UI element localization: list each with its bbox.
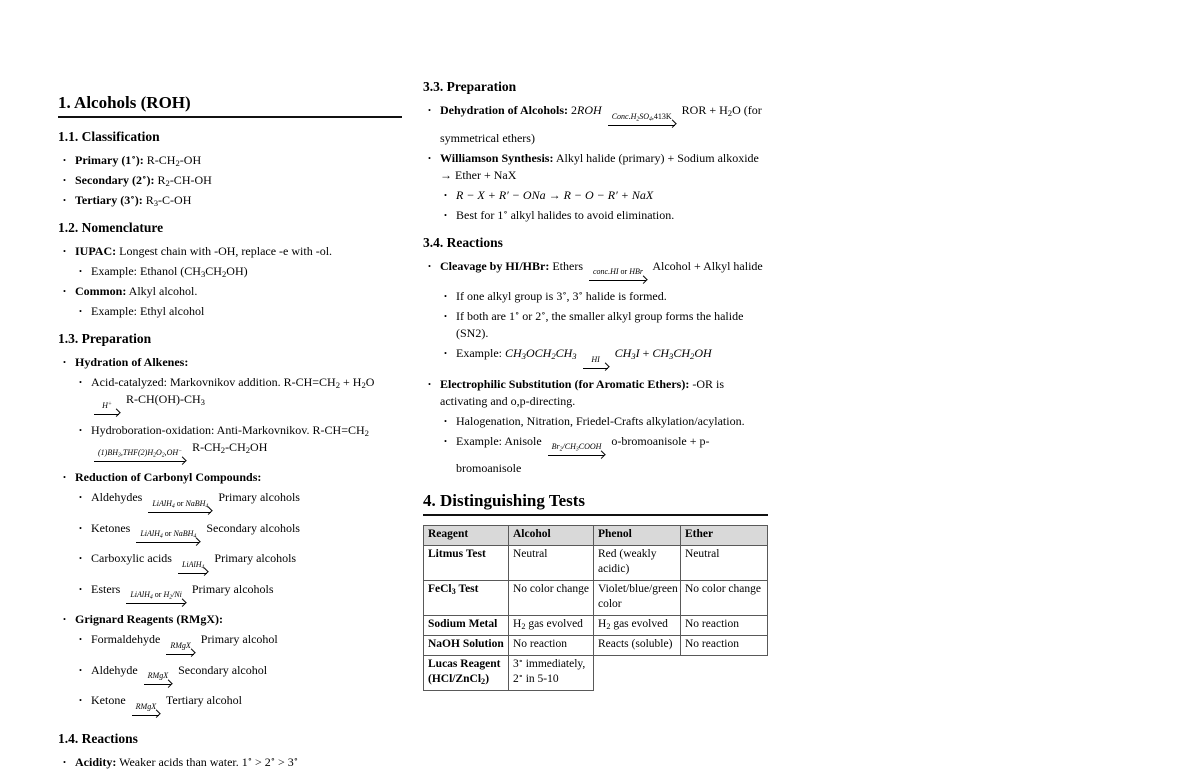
table-row bbox=[424, 581, 768, 616]
subsection-heading: 3.4. Reactions bbox=[423, 234, 503, 250]
list-item-text: Best for 1∘ alkyl halides to avoid elimination. bbox=[456, 206, 675, 222]
bullet-icon: • bbox=[428, 152, 431, 163]
list-item bbox=[58, 303, 402, 320]
bullet-icon: • bbox=[428, 105, 431, 115]
bullet-icon: • bbox=[444, 415, 447, 426]
list-item-text: Cleavage by HI/HBr: Ethers conc.HI or HBr Alcohol + Alkyl halide bbox=[440, 258, 768, 286]
list-item-text: Williamson Synthesis: Alkyl halide (primary) + Sodium alkoxide → Ether + NaX bbox=[440, 150, 759, 182]
list-item bbox=[58, 152, 402, 169]
bullet-icon: • bbox=[63, 175, 66, 185]
list-item-text: Example: $CH_3OCH_2CH_3$ HI $CH_3I + CH_3CH_2OH$ bbox=[456, 345, 768, 373]
list-item-text: IUPAC: Longest chain with -OH, replace -e with -ol. bbox=[75, 244, 333, 258]
list-item bbox=[423, 433, 768, 478]
reaction-condition-label: RMgX bbox=[135, 701, 157, 711]
table-header-row bbox=[424, 526, 768, 546]
bullet-icon: • bbox=[428, 260, 431, 271]
reaction-arrow bbox=[132, 702, 160, 720]
list-item-text: Example: Ethyl alcohol bbox=[91, 304, 205, 318]
reaction-arrow bbox=[548, 442, 606, 460]
reaction-arrow bbox=[583, 355, 609, 373]
right-arrow-icon bbox=[126, 599, 186, 608]
section-heading: 1. Alcohols (ROH) bbox=[58, 93, 191, 112]
right-arrow-icon bbox=[94, 457, 186, 466]
heading-rule bbox=[58, 116, 402, 118]
table-header-cell: Phenol bbox=[594, 526, 681, 546]
right-arrow-icon bbox=[583, 364, 609, 373]
list-item bbox=[58, 469, 402, 486]
list-item bbox=[423, 207, 768, 224]
reaction-arrow bbox=[136, 529, 200, 547]
reaction-condition-label: LiAlH$_4$ or NaBH$_4$ bbox=[152, 498, 209, 509]
table-cell: Sodium Metal bbox=[424, 616, 509, 636]
table-cell: Litmus Test bbox=[424, 546, 509, 581]
list-item bbox=[58, 354, 402, 371]
bullet-icon: • bbox=[79, 424, 82, 435]
reaction-arrow bbox=[178, 560, 208, 578]
list-item bbox=[423, 413, 768, 430]
table-header-cell: Ether bbox=[681, 526, 768, 546]
table-cell: Violet/blue/green color bbox=[594, 581, 681, 616]
reaction-arrow bbox=[94, 448, 186, 466]
list-item bbox=[423, 150, 768, 184]
distinguishing-tests-table bbox=[423, 525, 768, 691]
right-arrow-icon bbox=[178, 569, 208, 578]
right-arrow-icon bbox=[148, 508, 212, 517]
bullet-icon: • bbox=[79, 583, 82, 594]
list-item bbox=[58, 192, 402, 209]
bullet-icon: • bbox=[79, 266, 82, 276]
bullet-icon: • bbox=[79, 664, 82, 675]
list-item bbox=[58, 520, 402, 548]
table-cell: Lucas Reagent (HCl/ZnCl$_2$) bbox=[424, 656, 509, 691]
bullet-icon: • bbox=[79, 492, 82, 502]
bullet-icon: • bbox=[79, 377, 82, 387]
bullet-icon: • bbox=[63, 246, 66, 256]
list-item bbox=[58, 374, 402, 419]
bullet-icon: • bbox=[444, 435, 447, 446]
list-item-text: Example: Ethanol $(CH_3CH_2OH)$ bbox=[91, 264, 248, 280]
list-item-text: Primary (1∘): $R-CH_2-OH$ bbox=[75, 152, 202, 169]
right-arrow-icon bbox=[144, 680, 172, 689]
list-item-text: Esters LiAlH$_4$ or $H_2/Ni$ Primary alcohols bbox=[91, 581, 402, 609]
list-item-text: Common: Alkyl alcohol. bbox=[75, 284, 198, 298]
list-item bbox=[58, 283, 402, 300]
list-item-text: Ketone RMgX Tertiary alcohol bbox=[91, 692, 402, 720]
table-cell: $H_2$ gas evolved bbox=[594, 616, 681, 636]
reaction-condition-label: conc.HI or HBr bbox=[592, 267, 643, 276]
table-header-cell: Alcohol bbox=[509, 526, 594, 546]
reaction-arrow bbox=[608, 112, 676, 130]
subsection-heading: 1.3. Preparation bbox=[58, 331, 152, 346]
list-item bbox=[423, 187, 768, 204]
right-arrow-icon bbox=[136, 538, 200, 547]
reaction-condition-label: HI bbox=[591, 354, 600, 364]
list-item bbox=[58, 631, 402, 659]
reaction-condition-label: $Br_2/CH_3COOH$ bbox=[551, 442, 602, 453]
list-item bbox=[58, 692, 402, 720]
list-item bbox=[58, 754, 402, 771]
list-item bbox=[423, 345, 768, 373]
right-arrow-icon bbox=[589, 276, 647, 285]
right-arrow-icon bbox=[548, 451, 606, 460]
list-item-text: Ketones LiAlH$_4$ or NaBH$_4$ Secondary alcohols bbox=[91, 520, 402, 548]
table-cell: Reacts (soluble) bbox=[594, 636, 681, 656]
reaction-condition-label: H+ bbox=[102, 400, 112, 410]
table-row bbox=[424, 546, 768, 581]
table-cell: 3∘ immediately, 2∘ in 5-10 bbox=[509, 656, 594, 691]
document-right-column bbox=[423, 79, 768, 691]
list-item-text: Aldehydes LiAlH$_4$ or NaBH$_4$ Primary alcohols bbox=[91, 489, 402, 517]
list-item bbox=[58, 263, 402, 280]
right-arrow-icon bbox=[94, 410, 120, 419]
subsection-heading: 1.4. Reactions bbox=[58, 730, 138, 746]
bullet-icon: • bbox=[79, 522, 82, 533]
list-item bbox=[58, 172, 402, 189]
list-item-text: Acidity: Weaker acids than water. 1∘ > 2∘ > 3∘ bbox=[75, 753, 299, 769]
list-item bbox=[58, 662, 402, 690]
heading-rule bbox=[423, 514, 768, 516]
list-item bbox=[423, 258, 768, 286]
subsection-heading: 1.1. Classification bbox=[58, 129, 160, 144]
table-cell: FeCl$_3$ Test bbox=[424, 581, 509, 616]
right-arrow-icon bbox=[608, 121, 676, 130]
bullet-icon: • bbox=[444, 348, 447, 358]
list-item-text: Reduction of Carbonyl Compounds: bbox=[75, 470, 262, 484]
subsection-heading: 3.3. Preparation bbox=[423, 79, 517, 94]
right-arrow-icon bbox=[132, 711, 160, 720]
table-cell: No reaction bbox=[681, 636, 768, 656]
bullet-icon: • bbox=[63, 357, 66, 367]
list-item bbox=[58, 422, 402, 467]
list-item-text: Carboxylic acids LiAlH$_4$ Primary alcohols bbox=[91, 550, 402, 578]
list-item-text: Aldehyde RMgX Secondary alcohol bbox=[91, 662, 402, 690]
list-item bbox=[423, 376, 768, 410]
section-heading: 4. Distinguishing Tests bbox=[423, 491, 586, 510]
reaction-arrow bbox=[148, 499, 212, 517]
list-item-text: If both are 1∘ or 2∘, the smaller alkyl group forms the halide (SN2). bbox=[456, 308, 744, 340]
table-cell: No reaction bbox=[681, 616, 768, 636]
list-item bbox=[58, 489, 402, 517]
bullet-icon: • bbox=[63, 614, 66, 624]
list-item-text: R − X + R′ − ONa → R − O − R′ + NaX bbox=[456, 187, 654, 202]
table-cell: Red (weakly acidic) bbox=[594, 546, 681, 581]
reaction-condition-label: $(1)BH_3,THF(2)H_2O_2,OH^-$ bbox=[98, 448, 183, 459]
bullet-icon: • bbox=[444, 291, 447, 301]
list-item-text: Formaldehyde RMgX Primary alcohol bbox=[91, 631, 402, 659]
table-row bbox=[424, 656, 768, 691]
right-arrow-icon bbox=[166, 650, 194, 659]
list-item-text: Tertiary (3∘): $R_3-C-OH$ bbox=[75, 192, 192, 209]
reaction-arrow bbox=[126, 590, 186, 608]
bullet-icon: • bbox=[428, 378, 431, 389]
list-item-text: Grignard Reagents (RMgX): bbox=[75, 612, 223, 626]
list-item bbox=[423, 308, 768, 342]
subsection-heading: 1.2. Nomenclature bbox=[58, 220, 164, 235]
bullet-icon: • bbox=[63, 155, 66, 165]
list-item bbox=[58, 581, 402, 609]
reaction-condition-label: RMgX bbox=[170, 640, 191, 650]
table-header-cell: Reagent bbox=[424, 526, 509, 546]
reaction-condition-label: LiAlH$_4$ or NaBH$_4$ bbox=[140, 529, 197, 540]
bullet-icon: • bbox=[79, 553, 82, 563]
bullet-icon: • bbox=[63, 756, 66, 767]
document-left-column bbox=[58, 93, 402, 774]
list-item bbox=[58, 611, 402, 628]
bullet-icon: • bbox=[63, 286, 66, 296]
list-item-text: Secondary (2∘): $R_2-CH-OH$ bbox=[75, 172, 212, 189]
reaction-arrow bbox=[94, 401, 120, 419]
list-item-text: Hydroboration-oxidation: Anti-Markovnikov. $R-CH=CH_2$ $(1)BH_3,THF(2)H_2O_2,OH^-$ $R-CH_2-CH_2OH$ bbox=[91, 422, 402, 467]
bullet-icon: • bbox=[79, 306, 82, 316]
bullet-icon: • bbox=[444, 209, 447, 220]
bullet-icon: • bbox=[444, 311, 447, 321]
table-cell: No color change bbox=[681, 581, 768, 616]
table-row bbox=[424, 636, 768, 656]
list-item-text: Acid-catalyzed: Markovnikov addition. $R-CH=CH_2 + H_2O$ H+ $R-CH(OH)-CH_3$ bbox=[91, 374, 402, 419]
bullet-icon: • bbox=[63, 195, 66, 205]
list-item-text: Example: Anisole $Br_2/CH_3COOH$ o-bromoanisole + p-bromoanisole bbox=[456, 433, 710, 475]
table-cell: NaOH Solution bbox=[424, 636, 509, 656]
reaction-arrow bbox=[589, 267, 647, 285]
bullet-icon: • bbox=[79, 695, 82, 705]
bullet-icon: • bbox=[79, 634, 82, 644]
list-item-text: Electrophilic Substitution (for Aromatic Ethers): -OR is activating and o,p-directing. bbox=[440, 376, 724, 408]
table-cell: No reaction bbox=[509, 636, 594, 656]
table-cell: No color change bbox=[509, 581, 594, 616]
table-cell: Neutral bbox=[681, 546, 768, 581]
reaction-condition-label: LiAlH$_4$ bbox=[181, 559, 205, 570]
table-cell-empty bbox=[681, 656, 768, 691]
list-item-text: Dehydration of Alcohols: 2ROH $Conc.H_2SO_4,413K$ ROR + $H_2O$ (for symmetrical ethers) bbox=[440, 103, 762, 145]
table-cell: Neutral bbox=[509, 546, 594, 581]
list-item-text: If one alkyl group is 3∘, 3∘ halide is formed. bbox=[456, 288, 667, 303]
reaction-condition-label: RMgX bbox=[147, 671, 169, 680]
bullet-icon: • bbox=[444, 189, 447, 200]
reaction-arrow bbox=[166, 641, 194, 659]
reaction-arrow bbox=[144, 671, 172, 689]
reaction-condition-label: $Conc.H_2SO_4,413K$ bbox=[611, 111, 672, 122]
list-item-text: Hydration of Alkenes: bbox=[75, 355, 189, 369]
table-cell-empty bbox=[594, 656, 681, 691]
table-cell: $H_2$ gas evolved bbox=[509, 616, 594, 636]
list-item bbox=[423, 288, 768, 305]
list-item bbox=[58, 243, 402, 260]
list-item bbox=[423, 102, 768, 147]
bullet-icon: • bbox=[63, 472, 66, 482]
list-item-text: Halogenation, Nitration, Friedel-Crafts alkylation/acylation. bbox=[456, 413, 745, 428]
list-item bbox=[58, 550, 402, 578]
reaction-condition-label: LiAlH$_4$ or $H_2/Ni$ bbox=[130, 590, 182, 601]
